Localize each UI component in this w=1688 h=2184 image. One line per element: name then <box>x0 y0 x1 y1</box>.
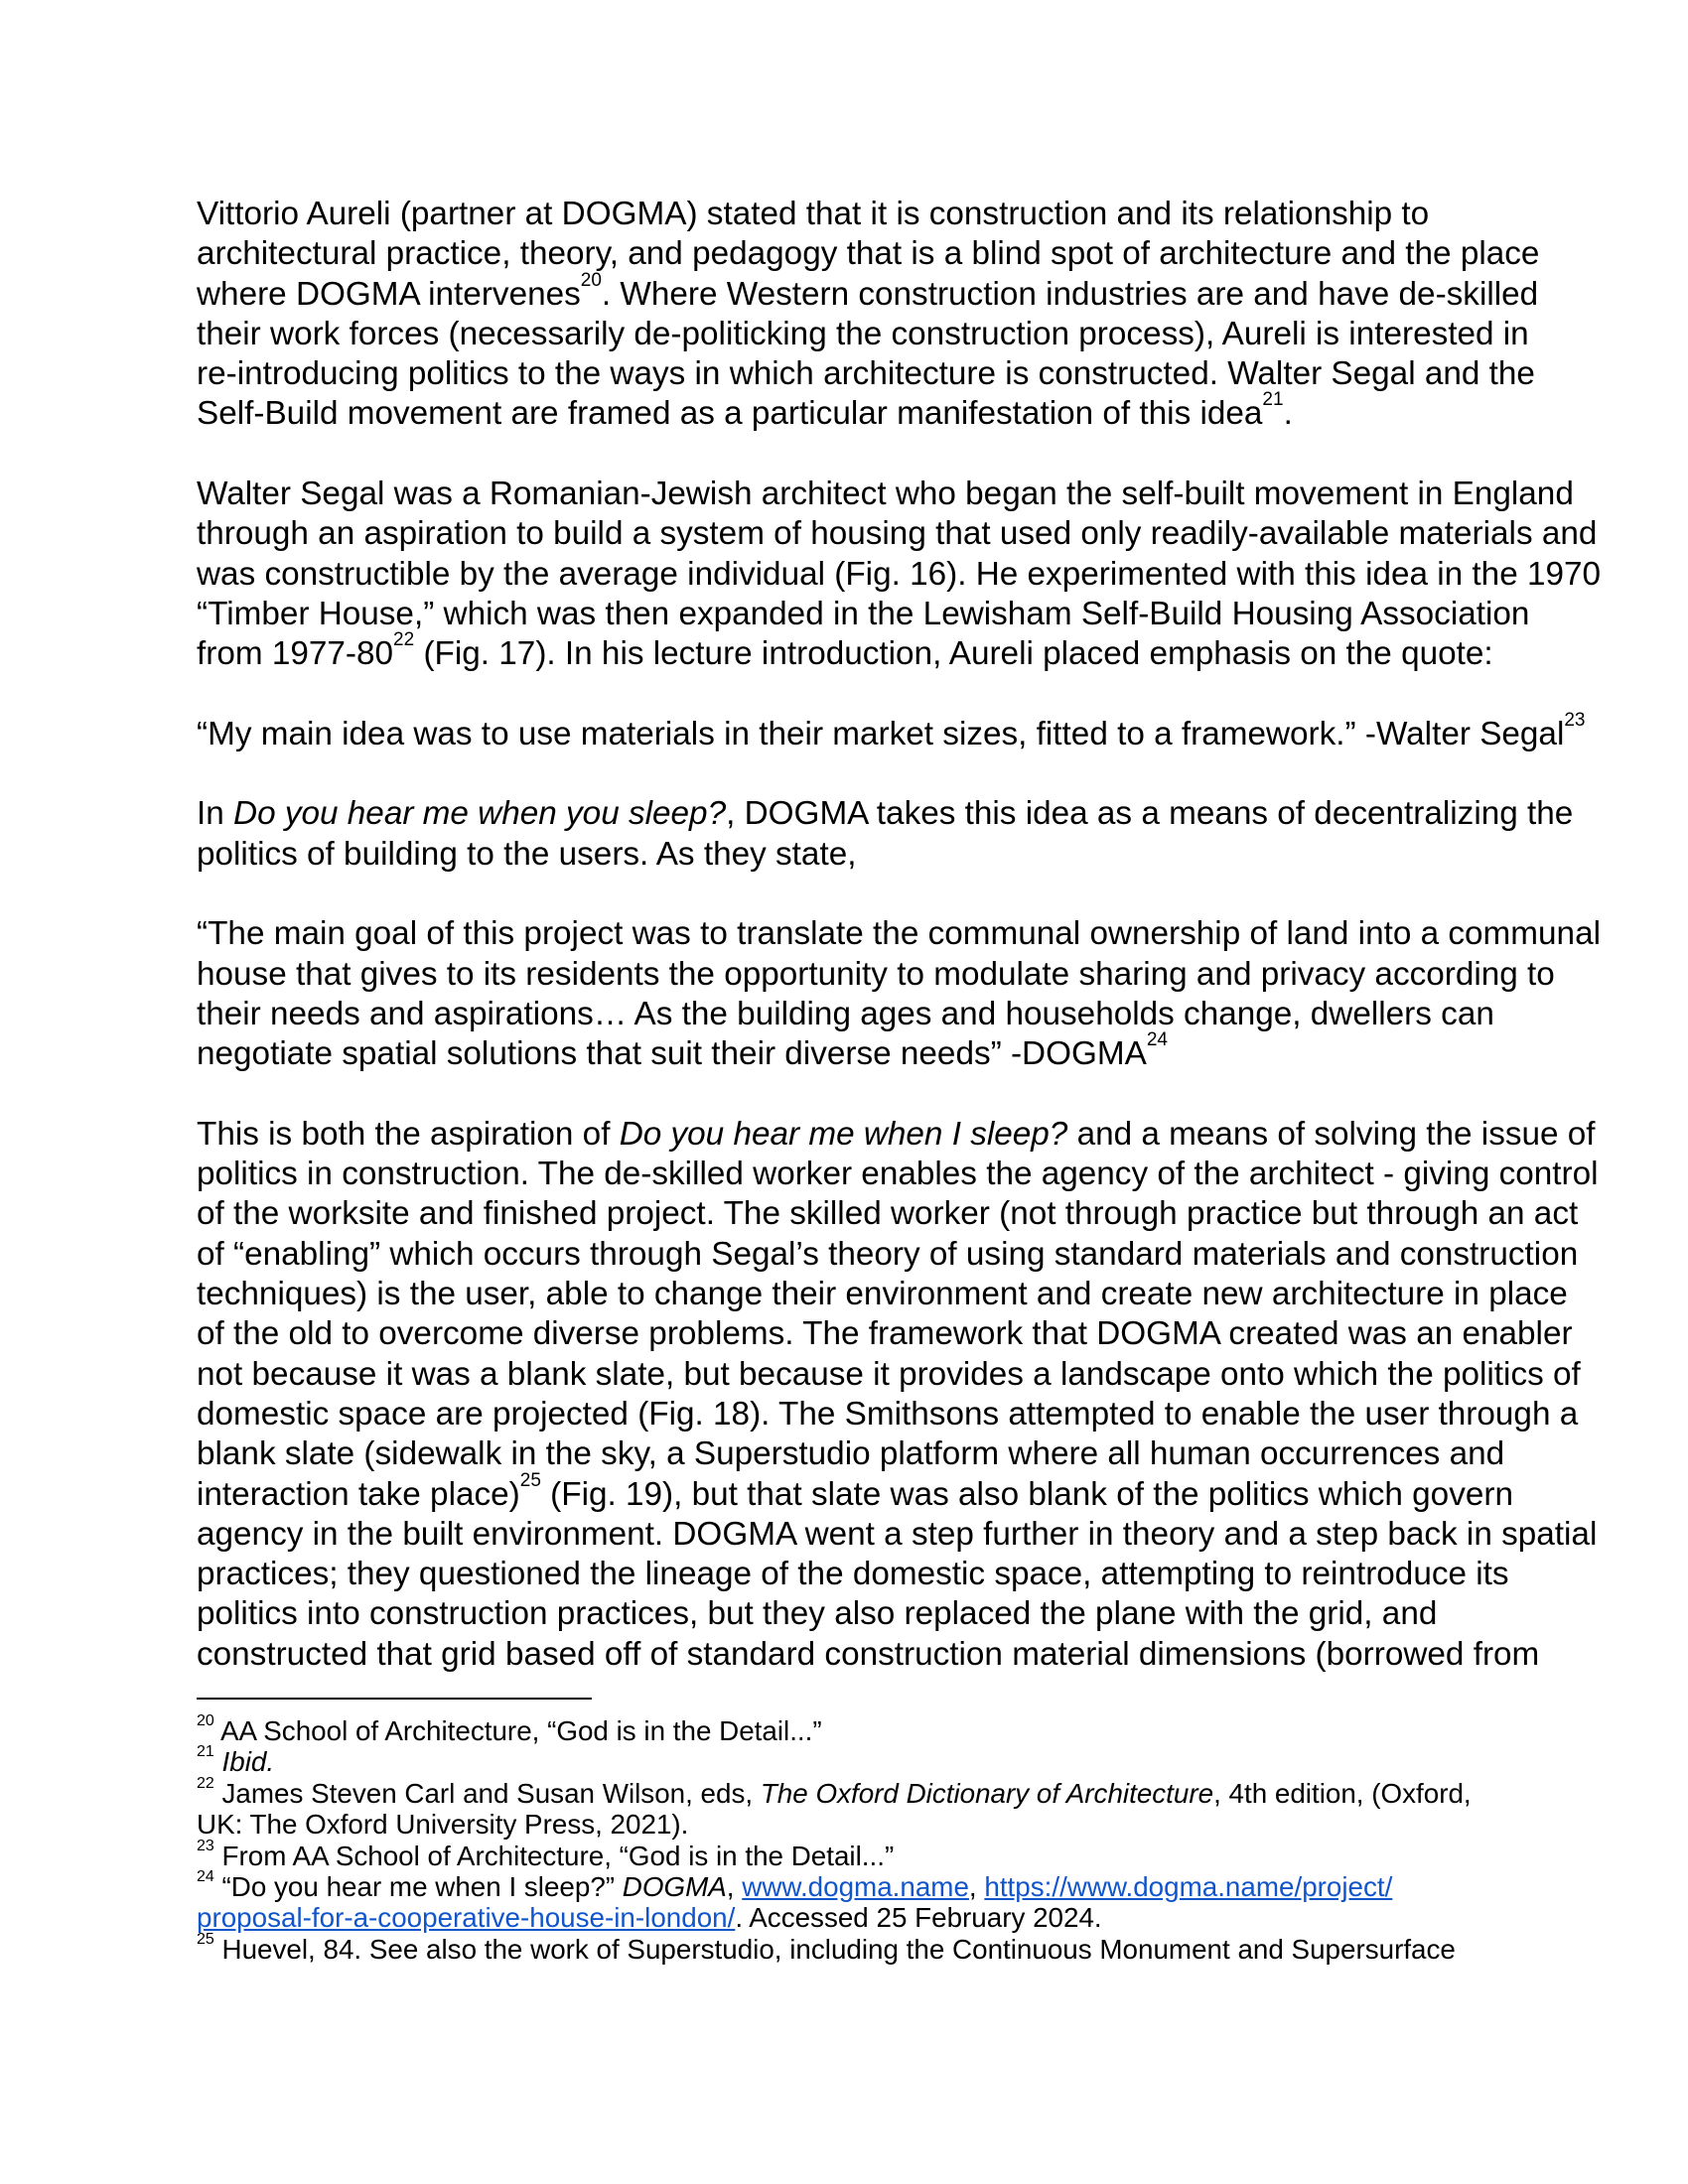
text-run: of the old to overcome diverse problems. The framework that DOGMA created was an enabler <box>197 1315 1573 1353</box>
text-line <box>197 1868 1487 1903</box>
text-line <box>197 914 1601 954</box>
text-run: “Do you hear me when I sleep?” <box>213 1871 623 1903</box>
hyperlink[interactable]: www.dogma.name <box>742 1871 969 1903</box>
text-run: of “enabling” which occurs through Segal’s theory of using standard materials and construction <box>197 1235 1579 1273</box>
text-line <box>197 1809 1487 1840</box>
text-run: James Steven Carl and Susan Wilson, eds, <box>213 1777 761 1809</box>
footnote-reference[interactable]: 22 <box>197 1774 214 1792</box>
hyperlink[interactable]: https://www.dogma.name/project/ <box>984 1871 1393 1903</box>
text-run: , <box>726 1871 743 1903</box>
text-run: “The main goal of this project was to translate the communal ownership of land into a communal <box>197 915 1601 953</box>
footnote-reference[interactable]: 23 <box>197 1837 214 1854</box>
text-run: practices; they questioned the lineage of the domestic space, attempting to reintroduce its <box>197 1556 1509 1593</box>
text-run: , <box>968 1871 985 1903</box>
text-line <box>197 1395 1579 1434</box>
footnote-reference[interactable]: 20 <box>197 1712 214 1729</box>
text-run: their needs and aspirations… As the building ages and households change, dwellers can <box>197 995 1494 1032</box>
text-run: re-introducing politics to the ways in which architecture is constructed. Walter Segal and the <box>197 355 1535 393</box>
text-run: Huevel, 84. See also the work of Superstudio, including the Continuous Monument and Supersurface <box>213 1933 1456 1965</box>
paragraph <box>197 794 1574 875</box>
text-line <box>197 1355 1581 1395</box>
footnote-reference[interactable]: 20 <box>580 269 602 291</box>
text-line <box>197 1515 1598 1555</box>
text-run: Self-Build movement are framed as a particular manifestation of this idea <box>197 395 1263 433</box>
footnote-reference[interactable]: 25 <box>519 1469 541 1491</box>
text-line <box>197 595 1530 634</box>
text-line <box>197 354 1535 394</box>
paragraph <box>197 914 1601 1074</box>
text-line <box>197 1275 1568 1314</box>
text-line <box>197 389 1487 434</box>
text-line <box>197 1235 1579 1275</box>
text-line <box>197 475 1574 514</box>
paragraph <box>197 709 1586 754</box>
text-line <box>197 1712 1487 1746</box>
text-line <box>197 234 1540 274</box>
text-line <box>197 1743 1487 1778</box>
footnote-separator <box>197 1698 592 1700</box>
text-line <box>197 1902 1487 1933</box>
hyperlink[interactable]: proposal-for-a-cooperative-house-in-london/ <box>197 1902 736 1934</box>
italic-text: The Oxford Dictionary of Architecture <box>760 1777 1214 1809</box>
footnote-reference[interactable]: 21 <box>1262 389 1284 411</box>
text-line <box>197 1194 1579 1234</box>
text-run: agency in the built environment. DOGMA went a step further in theory and a step back in spatial <box>197 1515 1598 1553</box>
text-line <box>197 1434 1505 1474</box>
text-run: (Fig. 19), but that slate was also blank of the politics which govern <box>540 1475 1513 1513</box>
text-line <box>197 1594 1487 1634</box>
text-line <box>197 269 1539 315</box>
footnote-reference[interactable]: 23 <box>1564 709 1586 731</box>
text-run: In <box>197 795 234 833</box>
text-line <box>197 1774 1487 1809</box>
text-run: interaction take place) <box>197 1475 520 1513</box>
text-run: through an aspiration to build a system of housing that used only readily-available materials and <box>197 515 1598 553</box>
text-run: , 4th edition, (Oxford, <box>1213 1777 1472 1809</box>
text-run: . <box>1283 395 1293 433</box>
text-line <box>197 794 1574 834</box>
text-run: architectural practice, theory, and pedagogy that is a blind spot of architecture and the place <box>197 235 1540 273</box>
footnote-reference[interactable]: 22 <box>393 629 415 651</box>
text-line <box>197 629 1493 674</box>
italic-text: Ibid. <box>221 1746 275 1778</box>
paragraph <box>197 195 1540 435</box>
text-line <box>197 1930 1487 1965</box>
text-run: . Accessed 25 February 2024. <box>735 1902 1102 1934</box>
text-line <box>197 955 1555 995</box>
text-line <box>197 514 1598 554</box>
text-run: Vittorio Aureli (partner at DOGMA) stated that it is construction and its relationship to <box>197 196 1430 232</box>
text-run: negotiate spatial solutions that suit their diverse needs” -DOGMA <box>197 1035 1147 1073</box>
text-run: AA School of Architecture, “God is in the Detail...” <box>213 1715 822 1746</box>
text-line <box>197 1115 1596 1155</box>
text-line <box>197 1469 1513 1515</box>
text-run: where DOGMA intervenes <box>197 275 581 313</box>
text-line <box>197 1314 1573 1354</box>
footnote-reference[interactable]: 24 <box>197 1868 214 1886</box>
italic-text: DOGMA <box>622 1871 727 1903</box>
italic-text: Do you hear me when you sleep? <box>233 795 727 833</box>
text-run: , DOGMA takes this idea as a means of decentralizing the <box>726 795 1574 833</box>
text-line <box>197 1029 1487 1074</box>
text-run: From AA School of Architecture, “God is in the Detail...” <box>213 1840 895 1871</box>
text-line <box>197 1155 1599 1194</box>
footnote-reference[interactable]: 21 <box>197 1743 214 1761</box>
text-run: (Fig. 17). In his lecture introduction, Aureli placed emphasis on the quote: <box>414 635 1493 673</box>
text-run: their work forces (necessarily de-politicking the construction process), Aureli is interested in <box>197 315 1529 352</box>
text-run <box>214 1746 222 1777</box>
text-run: not because it was a blank slate, but because it provides a landscape onto which the politics of <box>197 1355 1581 1393</box>
document-body <box>197 195 1602 1714</box>
text-run: of the worksite and finished project. The skilled worker (not through practice but through an act <box>197 1195 1579 1233</box>
text-run: politics of building to the users. As they state, <box>197 835 857 873</box>
text-run: “My main idea was to use materials in their market sizes, fitted to a framework.” -Walter Segal <box>197 715 1565 752</box>
text-run: constructed that grid based off of standard construction material dimensions (borrowed from <box>197 1635 1540 1673</box>
paragraph <box>197 475 1602 674</box>
text-run: “Timber House,” which was then expanded in the Lewisham Self-Build Housing Association <box>197 595 1530 632</box>
text-line <box>197 555 1602 595</box>
text-line <box>197 1837 1487 1871</box>
text-run: Walter Segal was a Romanian-Jewish architect who began the self-built movement in England <box>197 476 1574 513</box>
text-line <box>197 195 1487 234</box>
text-run: was constructible by the average individual (Fig. 16). He experimented with this idea in the 1970 <box>197 555 1602 593</box>
text-run: house that gives to its residents the opportunity to modulate sharing and privacy according to <box>197 955 1555 993</box>
text-line <box>197 835 1487 875</box>
text-run: and a means of solving the issue of <box>1067 1115 1596 1153</box>
text-run: techniques) is the user, able to change their environment and create new architecture in place <box>197 1276 1568 1313</box>
text-line <box>197 315 1529 354</box>
text-run: blank slate (sidewalk in the sky, a Superstudio platform where all human occurrences and <box>197 1435 1505 1473</box>
italic-text: Do you hear me when I sleep? <box>619 1115 1068 1153</box>
text-run: from 1977-80 <box>197 635 394 673</box>
text-line <box>197 1555 1509 1594</box>
text-run: politics into construction practices, but they also replaced the plane with the grid, and <box>197 1595 1438 1633</box>
text-run: politics in construction. The de-skilled worker enables the agency of the architect - giving control <box>197 1156 1599 1193</box>
text-line <box>197 995 1494 1034</box>
footnote-reference[interactable]: 24 <box>1146 1029 1168 1051</box>
text-line <box>197 1635 1540 1675</box>
paragraph <box>197 1115 1599 1675</box>
text-run: UK: The Oxford University Press, 2021). <box>197 1809 689 1841</box>
footnote-reference[interactable]: 25 <box>197 1930 214 1948</box>
text-line <box>197 709 1586 754</box>
text-run: . Where Western construction industries are and have de-skilled <box>601 275 1539 313</box>
text-run: domestic space are projected (Fig. 18). The Smithsons attempted to enable the user through a <box>197 1395 1579 1433</box>
text-run: This is both the aspiration of <box>197 1115 620 1153</box>
footnotes <box>197 1712 1487 1965</box>
